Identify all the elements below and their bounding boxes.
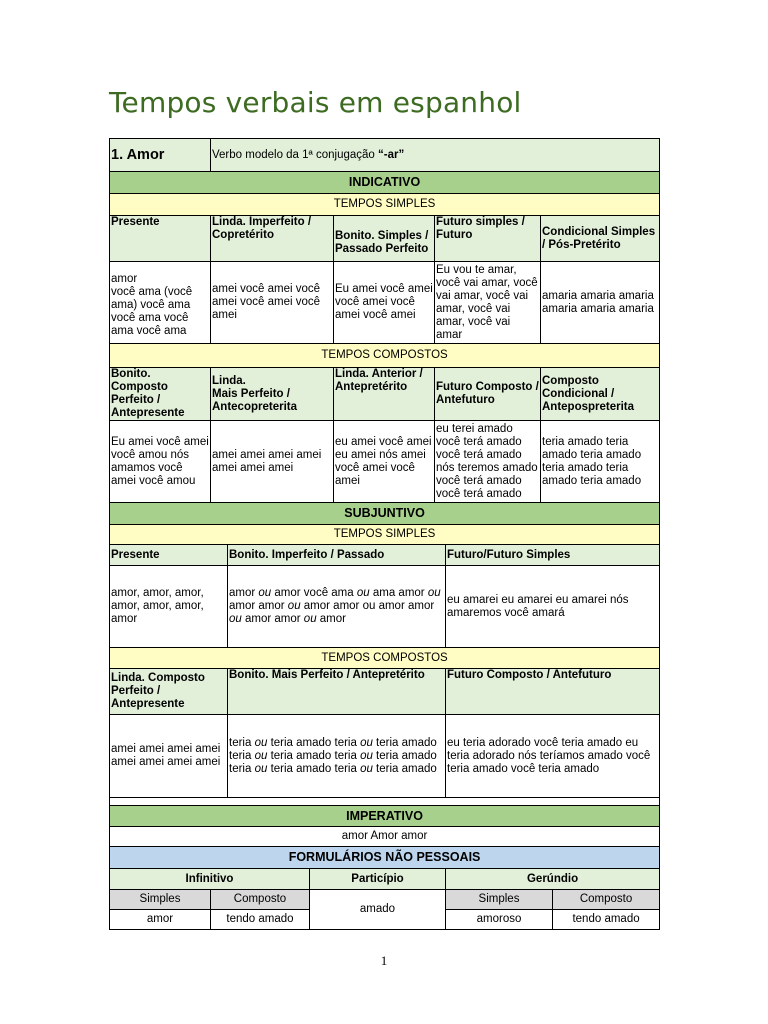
ind-simples-row xyxy=(110,262,660,344)
col-header: Bonito. Mais Perfeito / Antepretérito xyxy=(228,669,446,715)
conjugation-cell: amor, amor, amor, amor, amor, amor, amor xyxy=(110,566,228,648)
imperativo-value: amor Amor amor xyxy=(110,827,660,847)
section-imperativo: IMPERATIVO xyxy=(110,806,660,827)
col-header-gerundio: Gerúndio xyxy=(446,869,660,890)
page-number: 1 xyxy=(380,953,388,968)
gerundio-simples: amoroso xyxy=(446,910,553,930)
conjugation-cell: amor você ama (você ama) você ama você ama você ama você ama xyxy=(110,262,211,344)
col-header-participio: Particípio xyxy=(310,869,446,890)
col-header: Futuro Composto / Antefuturo xyxy=(435,368,541,421)
col-header: Condicional Simples / Pós-Pretérito xyxy=(541,216,660,262)
sub-compostos-row xyxy=(110,715,660,798)
text-segment: amor amor xyxy=(241,613,304,625)
text-segment: teria xyxy=(229,736,255,749)
col-header: Linda. Anterior / Antepretérito xyxy=(334,368,435,421)
conjugation-cell: Eu vou te amar, você vai amar, você vai amar, você vai amar, você vai amar, você vai amar xyxy=(435,262,541,344)
col-header: Futuro/Futuro Simples xyxy=(446,545,660,566)
section-nao-pessoais: FORMULÁRIOS NÃO PESSOAIS xyxy=(110,847,660,869)
sub-header: Composto xyxy=(211,890,310,910)
sub-header: Composto xyxy=(553,890,660,910)
col-header: Bonito. Simples / Passado Perfeito xyxy=(334,216,435,262)
conjugation-cell: teria amado teria amado teria amado teria amado teria amado teria amado xyxy=(541,421,660,503)
text-segment: amor amor xyxy=(229,600,288,612)
text-segment: ama amor xyxy=(369,587,428,599)
italic-ou: ou xyxy=(427,587,441,599)
col-header: Futuro simples / Futuro xyxy=(435,216,541,262)
infinitivo-simples: amor xyxy=(110,910,211,930)
sub-header: Simples xyxy=(110,890,211,910)
conjugation-cell: amei amei amei amei amei amei amei xyxy=(211,421,334,503)
col-header: Futuro Composto / Antefuturo xyxy=(446,669,660,715)
conjugation-cell: eu terei amado você terá amado você terá amado nós teremos amado você terá amado você terá amado xyxy=(435,421,541,503)
col-header: Linda. Composto Perfeito / Antepresente xyxy=(110,669,228,715)
text-segment: teria amado teria xyxy=(229,736,437,762)
nao-pessoais-subheader-row xyxy=(110,890,660,910)
conjugation-cell: Eu amei você amei você amei você amei você amei xyxy=(334,262,435,344)
italic-ou: ou xyxy=(254,736,268,749)
ind-simples-header-row xyxy=(110,216,660,262)
section-indicativo: INDICATIVO xyxy=(110,172,660,194)
spacer xyxy=(110,798,660,806)
italic-ou: ou xyxy=(360,749,373,762)
italic-ou: ou xyxy=(254,762,268,775)
nao-pessoais-header-row xyxy=(110,869,660,890)
col-header: Bonito. Composto Perfeito / Antepresente xyxy=(110,368,211,421)
conjugation-cell-imperfeito xyxy=(228,566,446,648)
italic-ou: ou xyxy=(254,749,268,762)
gerundio-composto: tendo amado xyxy=(553,910,660,930)
text-segment: teria amado xyxy=(372,762,437,775)
col-header: Linda. Mais Perfeito / Antecopreterita xyxy=(211,368,334,421)
italic-ou: ou xyxy=(258,587,272,599)
infinitivo-composto: tendo amado xyxy=(211,910,310,930)
col-header: Composto Condicional / Antepospreterita xyxy=(541,368,660,421)
ind-compostos-row xyxy=(110,421,660,503)
verb-description: Verbo modelo da 1ª conjugação “-ar” xyxy=(211,139,660,172)
text-segment: amor xyxy=(316,613,346,625)
sub-simples-row xyxy=(110,566,660,648)
page-title: Tempos verbais em espanhol xyxy=(109,86,522,119)
subsection-ind-compostos: TEMPOS COMPOSTOS xyxy=(110,344,660,368)
text-segment: teria amado teria xyxy=(229,749,437,775)
italic-ou: ou xyxy=(360,762,373,775)
col-header: Linda. Imperfeito / Copretérito xyxy=(211,216,334,262)
conjugation-cell: eu teria adorado você teria amado eu teria adorado nós teríamos amado você teria amado você teria amado xyxy=(446,715,660,798)
italic-ou: ou xyxy=(229,613,242,625)
italic-ou: ou xyxy=(303,613,317,625)
col-header-infinitivo: Infinitivo xyxy=(110,869,310,890)
text-segment: teria amado teria xyxy=(267,762,361,775)
ind-compostos-header-row xyxy=(110,368,660,421)
verb-name: 1. Amor xyxy=(110,139,211,172)
text-segment: teria amado teria xyxy=(267,749,361,762)
text-segment: amor xyxy=(229,587,259,599)
col-header: Presente xyxy=(110,545,228,566)
verb-header-row xyxy=(110,139,660,172)
italic-ou: ou xyxy=(360,736,373,749)
col-header: Presente xyxy=(110,216,211,262)
conjugation-cell: amei amei amei amei amei amei amei amei xyxy=(110,715,228,798)
conjugation-cell: Eu amei você amei você amou nós amamos você amei você amou xyxy=(110,421,211,503)
text-segment: amor amor ou amor amor xyxy=(300,600,435,612)
conjugation-cell: eu amarei eu amarei eu amarei nós amaremos você amará xyxy=(446,566,660,648)
text-segment: amor você ama xyxy=(271,587,357,599)
subsection-ind-simples: TEMPOS SIMPLES xyxy=(110,194,660,216)
conjugation-cell: eu amei você amei eu amei nós amei você amei você amei xyxy=(334,421,435,503)
sub-simples-header-row xyxy=(110,545,660,566)
conjugation-ending: “-ar” xyxy=(378,148,405,161)
verb-conjugation-table xyxy=(109,138,660,930)
italic-ou: ou xyxy=(356,587,370,599)
conjugation-cell: amei você amei você amei você amei você amei xyxy=(211,262,334,344)
italic-ou: ou xyxy=(287,600,301,612)
section-subjuntivo: SUBJUNTIVO xyxy=(110,503,660,525)
subsection-sub-compostos: TEMPOS COMPOSTOS xyxy=(110,648,660,669)
sub-header: Simples xyxy=(446,890,553,910)
sub-compostos-header-row xyxy=(110,669,660,715)
text-segment: teria amado teria xyxy=(267,736,361,749)
col-header: Bonito. Imperfeito / Passado xyxy=(228,545,446,566)
conjugation-cell-mais-perfeito xyxy=(228,715,446,798)
conjugation-cell: amaria amaria amaria amaria amaria amaria xyxy=(541,262,660,344)
subsection-sub-simples: TEMPOS SIMPLES xyxy=(110,525,660,545)
participio-value: amado xyxy=(310,890,446,930)
